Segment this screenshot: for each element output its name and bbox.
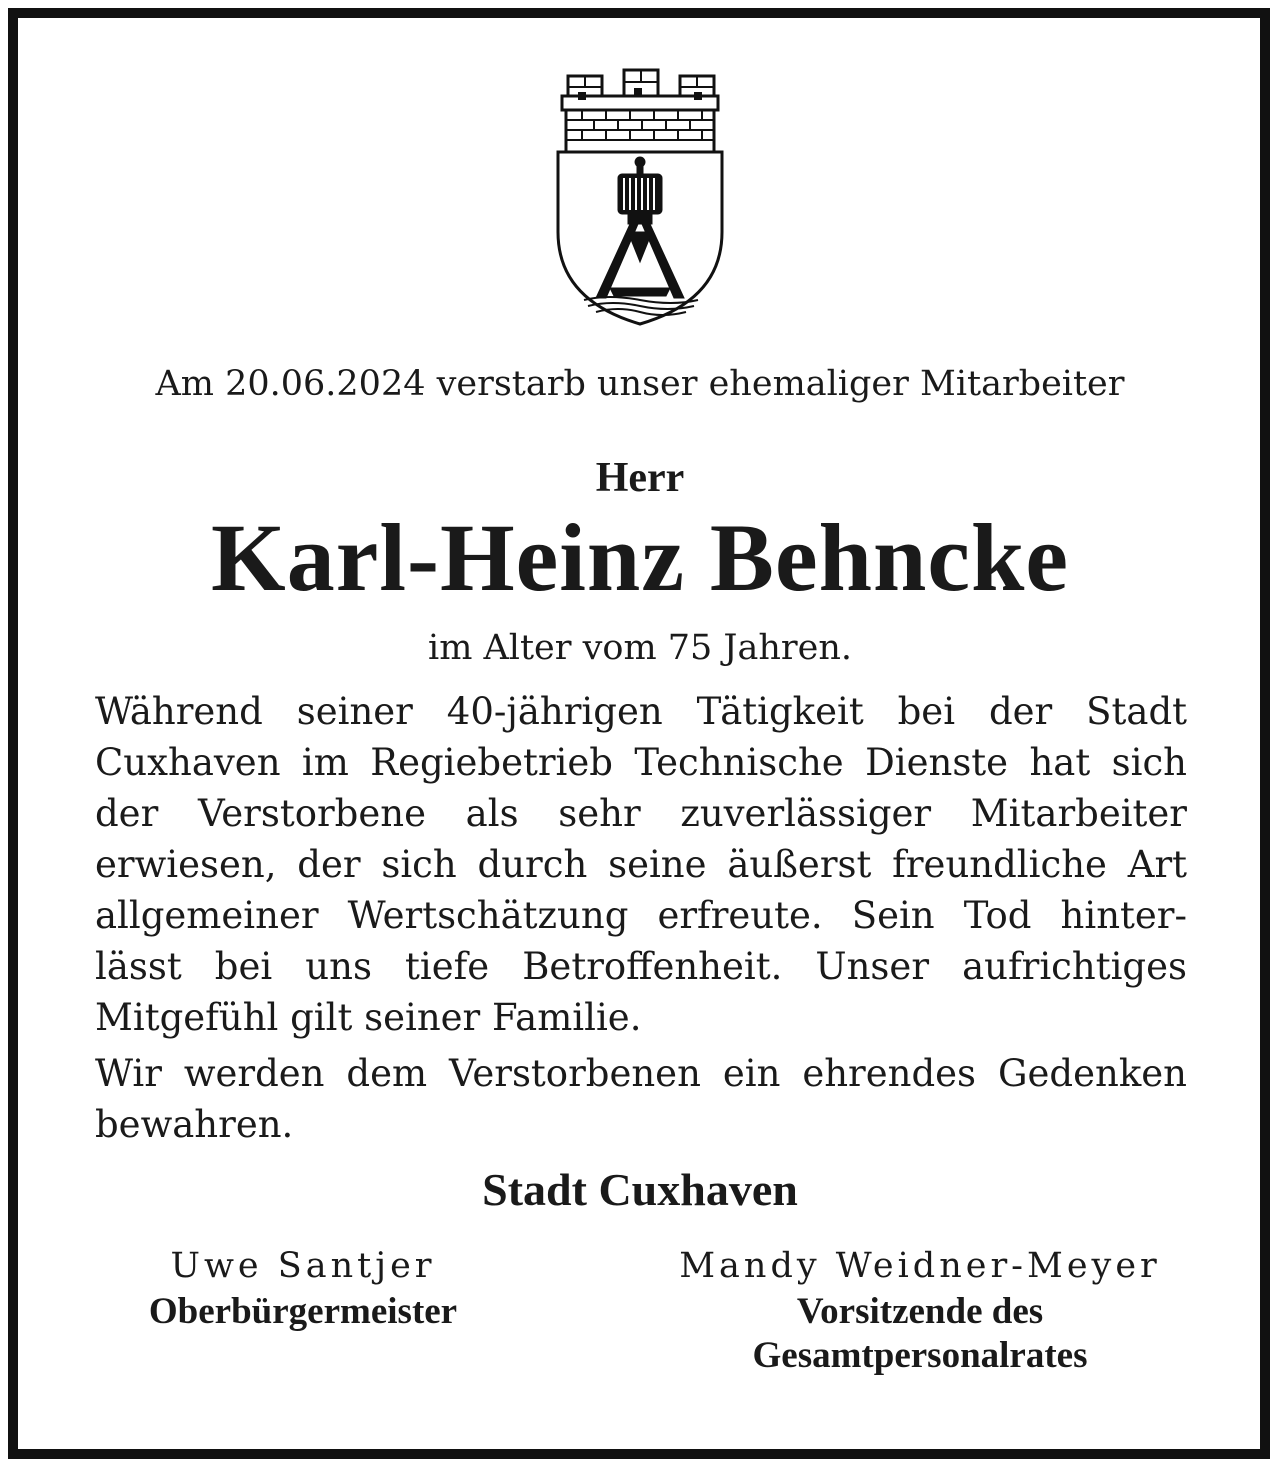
tribute-line: Mitgefühl gilt seiner Familie. — [95, 996, 642, 1039]
tribute-line: lässt bei uns tiefe Betroffenheit. Unser aufrichtiges — [95, 945, 1187, 988]
cuxhaven-coat-of-arms-icon — [548, 62, 732, 328]
organization-name: Stadt Cuxhaven — [482, 1164, 798, 1215]
deceased-name: Karl-Heinz Behncke — [211, 504, 1069, 611]
tribute-line: Während seiner 40-jährigen Tätigkeit bei der Stadt — [95, 690, 1187, 733]
tribute-line: der Verstorbene als sehr zuverlässiger Mitarbeiter — [95, 792, 1187, 835]
signatory-name: Uwe Santjer — [170, 1246, 436, 1286]
remembrance-paragraph — [95, 1048, 1187, 1150]
remembrance-line: Wir werden dem Verstorbenen ein ehrendes Gedenken — [95, 1052, 1187, 1095]
tribute-line: allgemeiner Wertschätzung erfreute. Sein Tod hinter- — [95, 894, 1187, 937]
salutation: Herr — [595, 455, 685, 501]
signatory-role: Gesamtpersonalrates — [752, 1335, 1088, 1376]
age-line: im Alter vom 75 Jahren. — [428, 628, 852, 668]
tribute-line: erwiesen, der sich durch seine äußerst freundliche Art — [95, 843, 1187, 886]
remembrance-line: bewahren. — [95, 1103, 294, 1146]
signatory-name: Mandy Weidner-Meyer — [679, 1246, 1161, 1286]
signatory-role: Vorsitzende des — [796, 1291, 1044, 1332]
signatory-staff-council-chair — [640, 1242, 1200, 1378]
tribute-paragraph — [95, 686, 1187, 1043]
signatory-role: Oberbürgermeister — [148, 1291, 458, 1332]
tribute-line: Cuxhaven im Regiebetrieb Technische Dienste hat sich — [95, 741, 1187, 784]
death-announcement-intro: Am 20.06.2024 verstarb unser ehemaliger Mitarbeiter — [155, 364, 1125, 404]
signatory-mayor — [95, 1242, 511, 1334]
